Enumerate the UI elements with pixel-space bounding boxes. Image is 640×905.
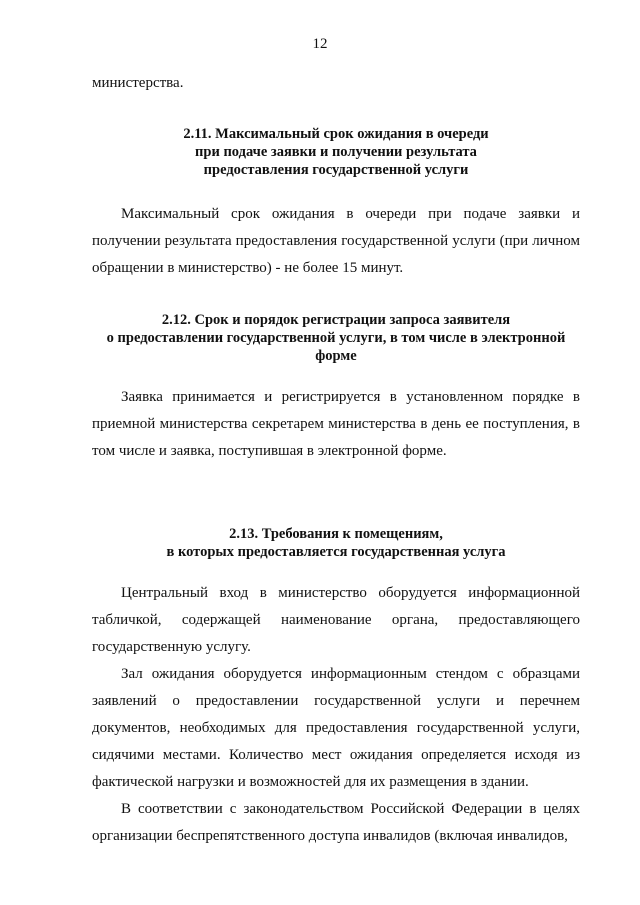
section-heading xyxy=(92,525,580,561)
heading-line: предоставления государственной услуги xyxy=(203,162,469,178)
body-paragraph: В соответствии с законодательством Российской Федерации в целях организации беспрепятственного доступа инвалидов (включая инвалидов, xyxy=(92,801,580,844)
heading-line: 2.12. Срок и порядок регистрации запроса заявителя xyxy=(161,312,511,328)
section-2-13-body xyxy=(92,580,580,850)
body-paragraph: Зал ожидания оборудуется информационным стендом с образцами заявлений о предоставлении государственной услуги и перечнем документов, необходимых для предоставления государственной услуги, сидячими местами. Количество мест ожидания определяется исходя из фактической нагрузки и возможностей для их размещения в здании. xyxy=(92,666,580,790)
heading-line: в которых предоставляется государственная услуга xyxy=(166,544,506,560)
section-2-13-heading xyxy=(92,525,580,561)
section-2-11-body xyxy=(92,201,580,282)
page-number: 12 xyxy=(312,36,328,52)
section-2-12-heading xyxy=(92,311,580,365)
heading-line: о предоставлении государственной услуги, в том числе в электронной xyxy=(106,330,566,346)
heading-line: 2.13. Требования к помещениям, xyxy=(229,526,443,542)
intro-fragment-block xyxy=(92,70,580,97)
section-heading xyxy=(92,311,580,365)
heading-line: форме xyxy=(315,348,357,364)
intro-fragment: министерства. xyxy=(92,75,184,91)
heading-line: 2.11. Максимальный срок ожидания в очереди xyxy=(183,126,489,142)
body-paragraph: Максимальный срок ожидания в очереди при подаче заявки и получении результата предоставления государственной услуги (при личном обращении в министерство) - не более 15 минут. xyxy=(92,206,580,276)
heading-line: при подаче заявки и получении результата xyxy=(195,144,477,160)
section-2-12-body xyxy=(92,384,580,465)
body-paragraph: Центральный вход в министерство оборудуется информационной табличкой, содержащей наименование органа, предоставляющего государственную услугу. xyxy=(92,585,580,655)
body-paragraph: Заявка принимается и регистрируется в установленном порядке в приемной министерства секретарем министерства в день ее поступления, в том числе и заявка, поступившая в электронной форме. xyxy=(92,389,580,459)
section-2-11-heading xyxy=(92,125,580,179)
section-heading xyxy=(92,125,580,179)
